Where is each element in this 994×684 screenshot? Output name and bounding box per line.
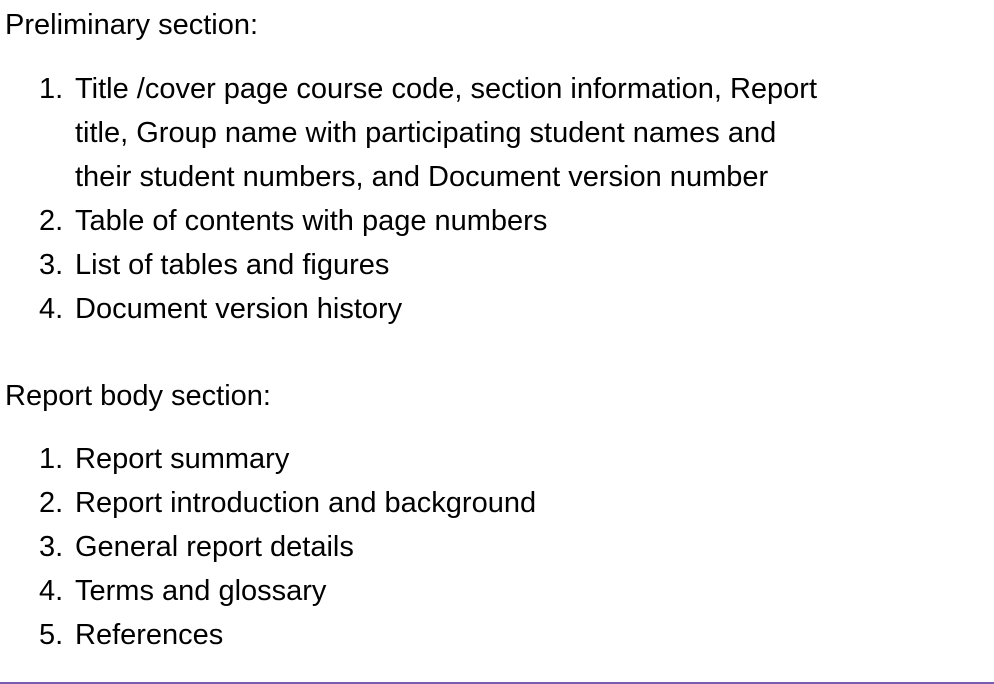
list-item-number: 3. [39, 249, 64, 281]
list-item-number: 2. [39, 205, 64, 237]
preliminary-section-heading: Preliminary section: [5, 9, 259, 41]
list-item-text-line: General report details [75, 531, 354, 563]
list-item [0, 525, 960, 569]
list-item-text-line: Title /cover page course code, section information, Report [75, 73, 818, 105]
list-item-text-line: title, Group name with participating student names and [75, 117, 777, 149]
list-item [0, 287, 960, 331]
list-item-number: 3. [39, 531, 64, 563]
list-item [0, 243, 960, 287]
list-item [0, 67, 960, 199]
list-item [0, 569, 960, 613]
list-item-text-line: their student numbers, and Document version number [75, 161, 769, 193]
report-body-section-heading: Report body section: [5, 380, 271, 412]
preliminary-section-list [0, 67, 960, 331]
list-item-number: 1. [39, 443, 64, 475]
report-body-section-list [0, 437, 960, 657]
list-item-number: 1. [39, 73, 64, 105]
list-item-text-line: Terms and glossary [75, 575, 327, 607]
list-item [0, 199, 960, 243]
list-item-text-line: Report introduction and background [75, 487, 537, 519]
list-item-text-line: Table of contents with page numbers [75, 205, 548, 237]
list-item-text-line: Report summary [75, 443, 290, 475]
list-item [0, 481, 960, 525]
list-item [0, 613, 960, 657]
list-item-number: 2. [39, 487, 64, 519]
list-item-text-line: List of tables and figures [75, 249, 390, 281]
list-item-text-line: Document version history [75, 293, 403, 325]
list-item-text-line: References [75, 619, 224, 651]
list-item-number: 4. [39, 293, 64, 325]
list-item-number: 5. [39, 619, 64, 651]
list-item [0, 437, 960, 481]
list-item-number: 4. [39, 575, 64, 607]
